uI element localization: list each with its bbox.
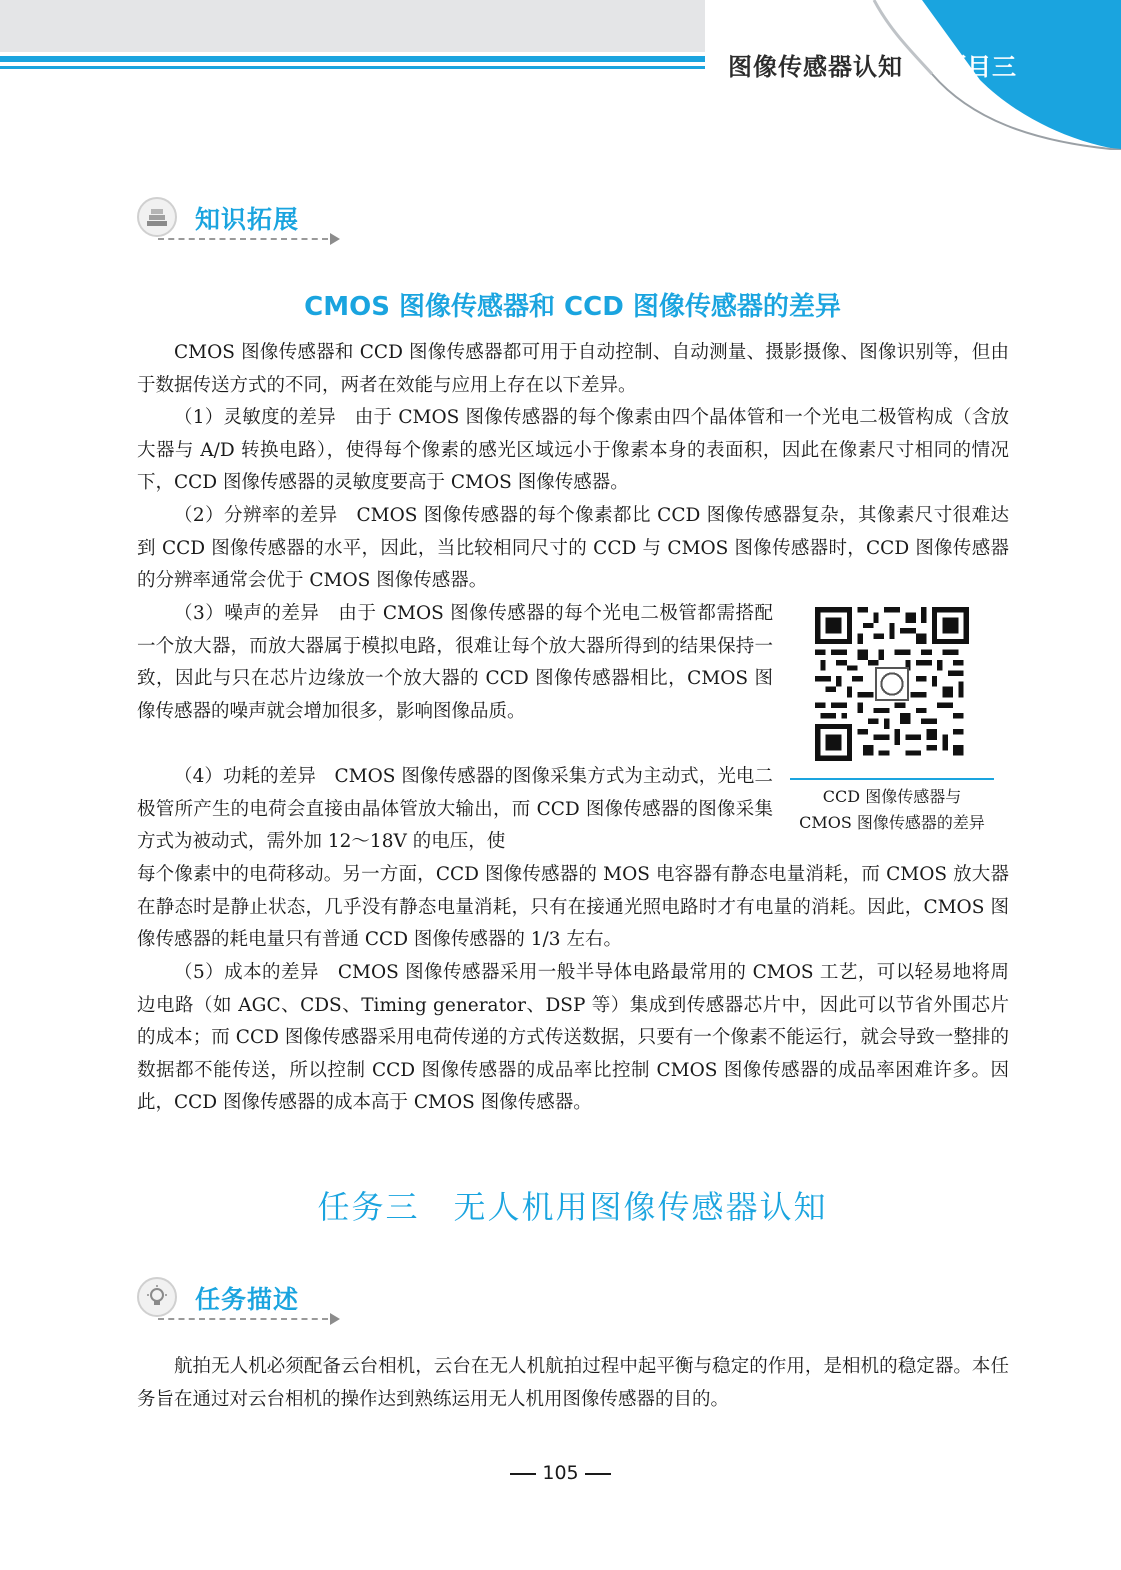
task-title: 任务三 无人机用图像传感器认知: [317, 1188, 828, 1226]
header-blue-stripe: [0, 56, 705, 62]
qr-caption: [790, 784, 994, 836]
task-paragraph: 航拍无人机必须配备云台相机，云台在无人机航拍过程中起平衡与稳定的作用，是相机的稳定器。本任务旨在通过对云台相机的操作达到熟练运用无人机用图像传感器的目的。: [137, 1356, 1009, 1410]
header-right-bar: [1028, 64, 1121, 74]
page-number-dash-right: [585, 1473, 611, 1475]
caption-rule: [790, 778, 994, 780]
header-gray-band: [0, 0, 705, 52]
lightbulb-icon: [137, 1277, 177, 1317]
chapter-title: 图像传感器认知: [728, 53, 903, 81]
page-number: [0, 1462, 1121, 1484]
qr-caption-line-2: CMOS 图像传感器的差异: [799, 813, 985, 832]
arrow-right-icon: [330, 1313, 340, 1325]
section-title: CMOS 图像传感器和 CCD 图像传感器的差异: [304, 292, 841, 322]
sensitivity-paragraph: （1）灵敏度的差异 由于 CMOS 图像传感器的每个像素由四个晶体管和一个光电二极管构成（含放大器与 A/D 转换电路），使得每个像素的感光区域远小于像素本身的表面积，因此在像素尺寸相同的情况下，CCD 图像传感器的灵敏度要高于 CMOS 图像传感器。: [137, 407, 1009, 494]
books-icon: [137, 197, 177, 237]
knowledge-badge-label: 知识拓展: [195, 205, 300, 234]
resolution-paragraph: （2）分辨率的差异 CMOS 图像传感器的每个像素都比 CCD 图像传感器复杂，其像素尺寸很难达到 CCD 图像传感器的水平，因此，当比较相同尺寸的 CCD 与 CMOS 图像传感器时，CCD 图像传感器的分辨率通常会优于 CMOS 图像传感器。: [137, 505, 1009, 592]
arrow-right-icon: [330, 233, 340, 245]
intro-paragraph: CMOS 图像传感器和 CCD 图像传感器都可用于自动控制、自动测量、摄影摄像、图像识别等，但由于数据传送方式的不同，两者在效能与应用上存在以下差异。: [137, 342, 1009, 396]
page-number-dash-left: [510, 1473, 536, 1475]
task-dash-line: [158, 1318, 328, 1320]
knowledge-dash-line: [158, 238, 328, 240]
noise-paragraph: （3）噪声的差异 由于 CMOS 图像传感器的每个光电二极管都需搭配一个放大器，而放大器属于模拟电路，很难让每个放大器所得到的结果保持一致，因此与只在芯片边缘放一个放大器的 CCD 图像传感器相比，CMOS 图像传感器的噪声就会增加很多，影响图像品质。: [137, 603, 773, 722]
cost-paragraph: （5）成本的差异 CMOS 图像传感器采用一般半导体电路最常用的 CMOS 工艺，可以轻易地将周边电路（如 AGC、CDS、Timing generator、DSP 等）集成到传感器芯片中，因此可以节省外围芯片的成本；而 CCD 图像传感器采用电荷传递的方式传送数据，只要有一个像素不能运行，就会导致一整排的数据都不能传送，所以控制 CCD 图像传感器的成品率比控制 CMOS 图像传感器的成品率困难许多。因此，CCD 图像传感器的成本高于 CMOS 图像传感器。: [137, 962, 1009, 1114]
header-blue-stripe-thin: [0, 66, 705, 69]
qr-caption-line-1: CCD 图像传感器与: [822, 787, 962, 806]
power-paragraph-cont: 每个像素中的电荷移动。另一方面，CCD 图像传感器的 MOS 电容器有静态电量消耗，而 CMOS 放大器在静态时是静止状态，几乎没有静态电量消耗，只有在接通光照电路时才有电量的消耗。因此，CMOS 图像传感器的耗电量只有普通 CCD 图像传感器的 1/3 左右。: [137, 864, 1009, 951]
project-label: 项目三: [942, 53, 1017, 81]
power-paragraph-start: （4）功耗的差异 CMOS 图像传感器的图像采集方式为主动式，光电二极管所产生的电荷会直接由晶体管放大输出，而 CCD 图像传感器的图像采集方式为被动式，需外加 12～18V 的电压，使: [137, 766, 773, 853]
page-number-value: 105: [542, 1462, 579, 1484]
task-badge-label: 任务描述: [195, 1285, 300, 1314]
qr-code-icon[interactable]: [815, 607, 969, 761]
